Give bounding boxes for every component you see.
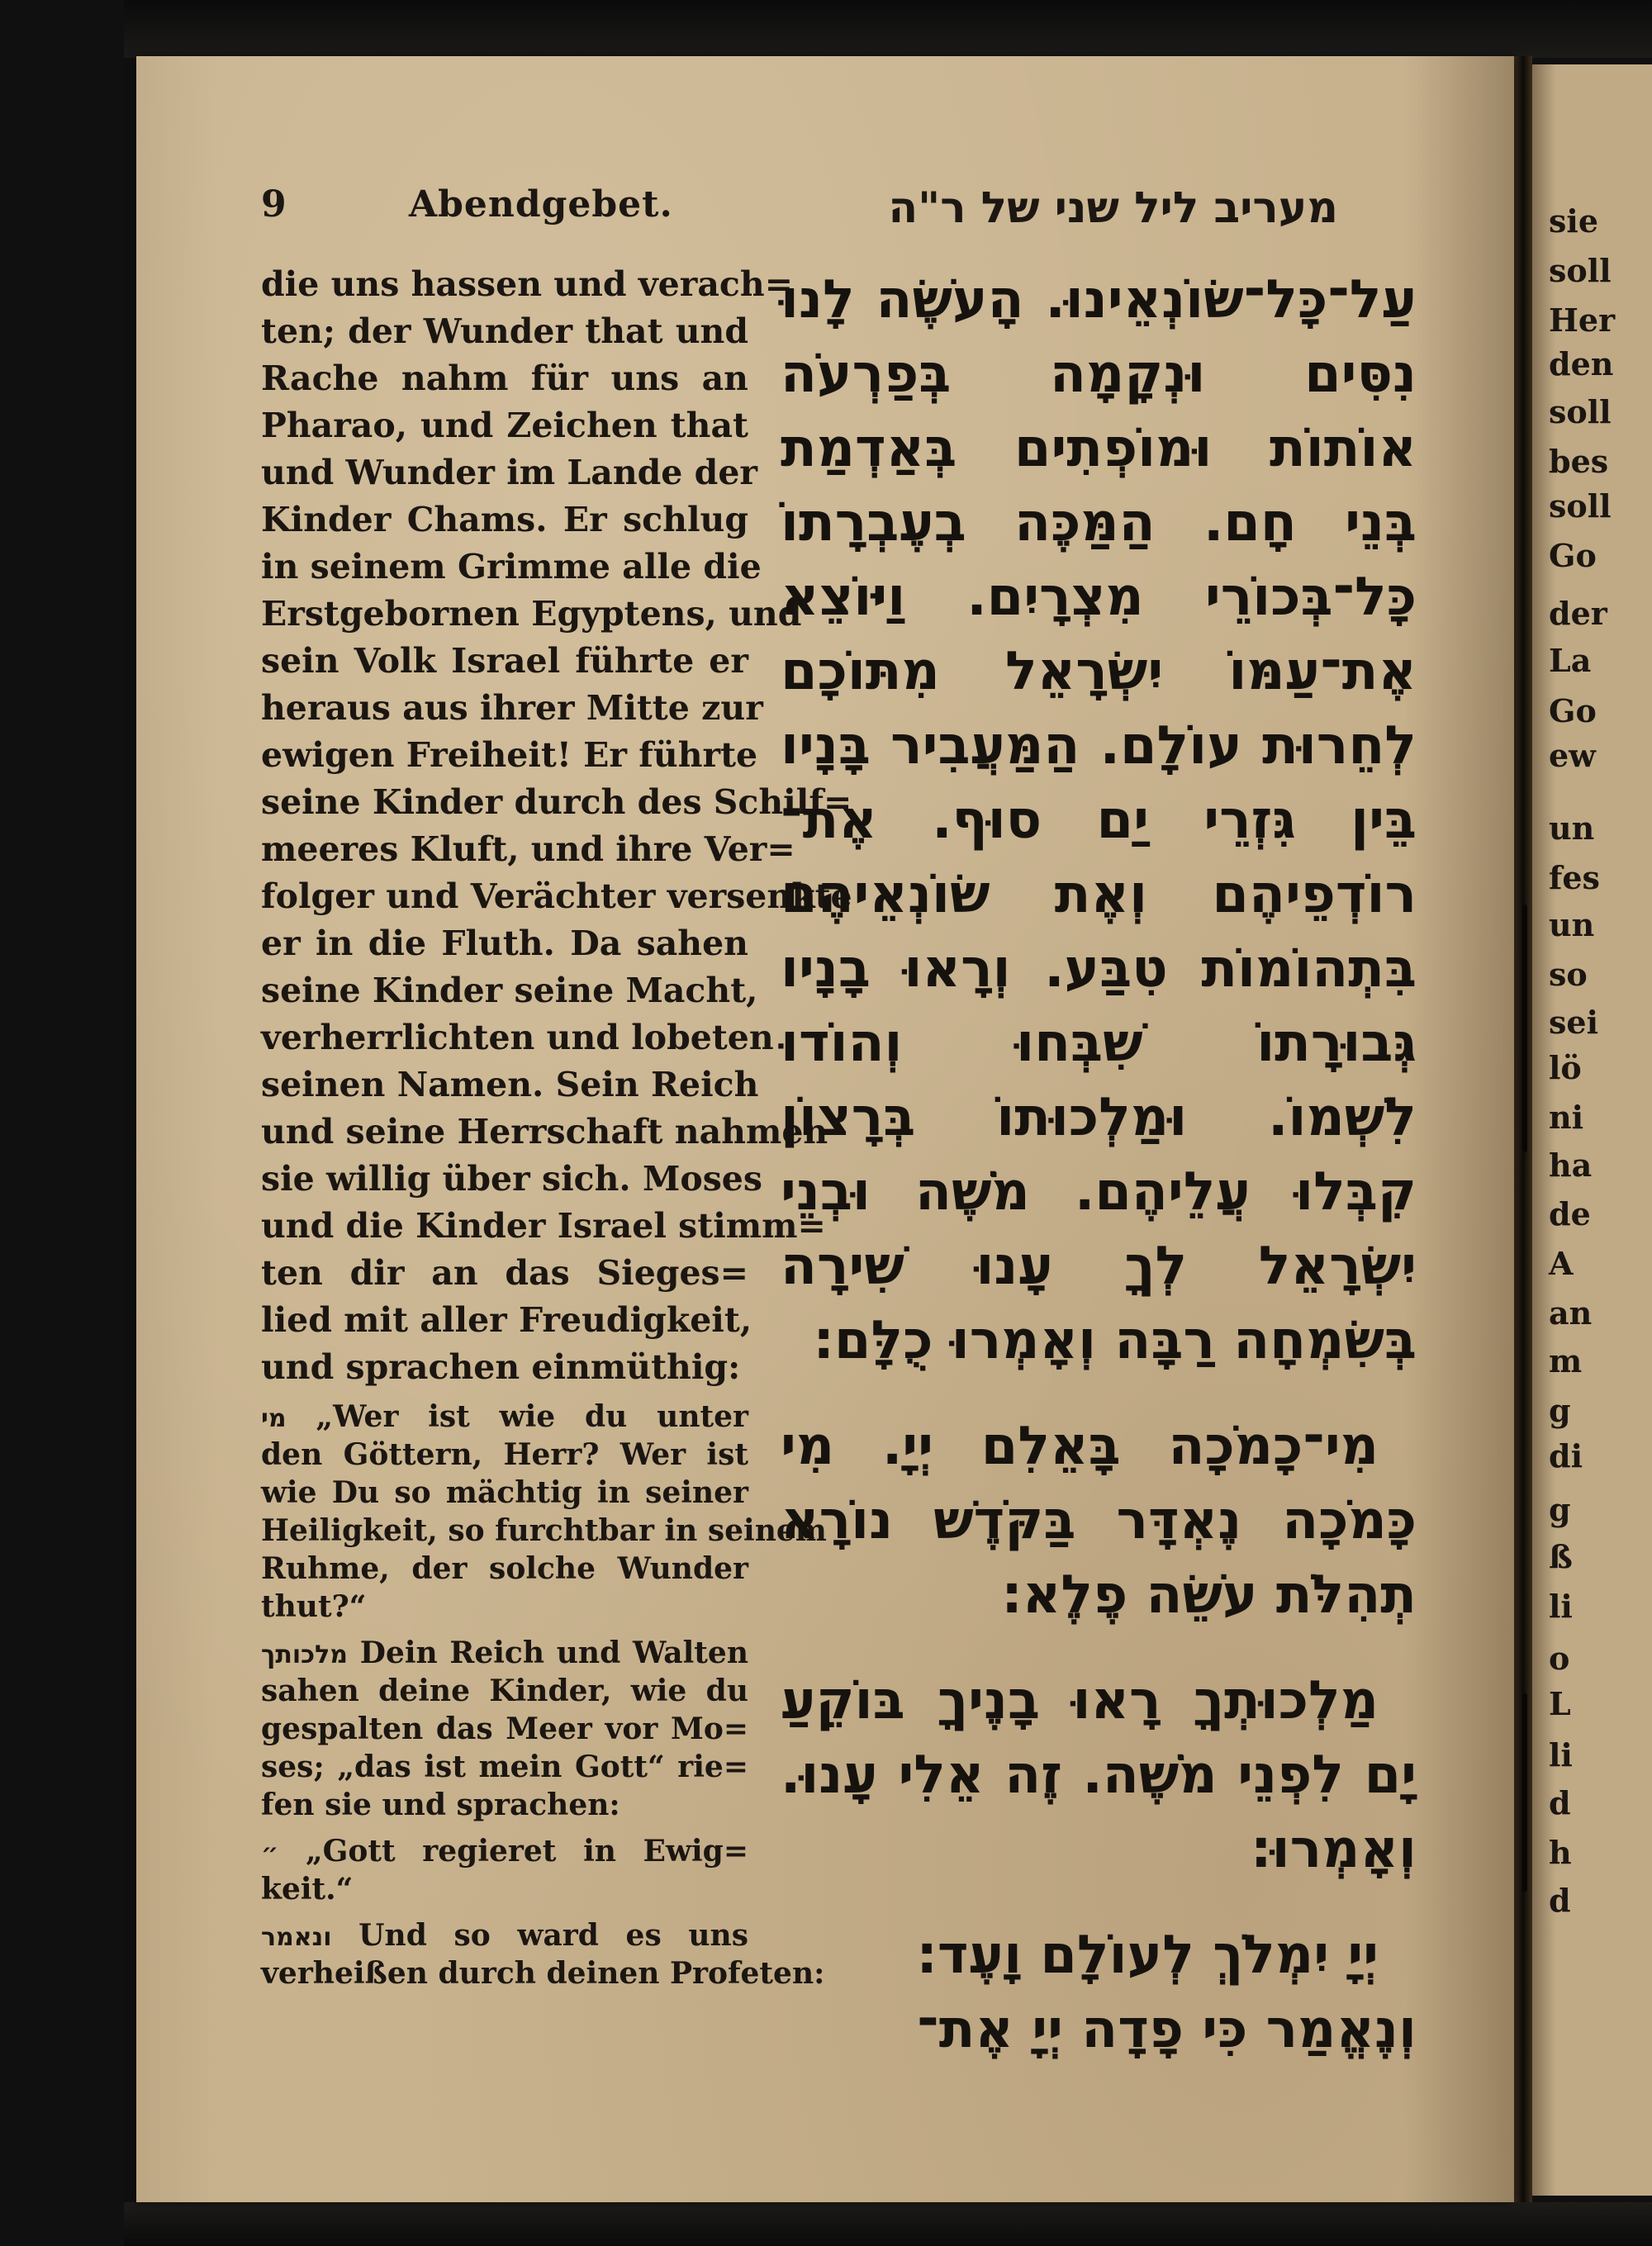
hebrew-line: רוֹדְפֵיהֶם וְאֶת שׂוֹנְאֵיהֶם (781, 864, 1417, 925)
page-number: 9 (261, 183, 287, 226)
next-page-text-fragment: La (1549, 642, 1592, 679)
hebrew-line: כָּל־בְּכוֹרֵי מִצְרָיִם. וַיּוֹצֵא (781, 567, 1417, 628)
hebrew-line: קִבְּלוּ עֲלֵיהֶם. מֹשֶׁה וּבְנֵי (781, 1161, 1417, 1223)
next-page-text-fragment: ha (1549, 1147, 1593, 1184)
gutter-shadow-mark (1522, 905, 1527, 1152)
text-line: sie willig über sich. Moses (261, 1159, 762, 1199)
next-page-text-fragment: A (1549, 1245, 1574, 1282)
hebrew-line: וְנֶאֱמַר כִּי פָדָה יְיָ אֶת־ (917, 1999, 1417, 2060)
next-page-text-fragment: li (1549, 1736, 1573, 1774)
line-text: Dein Reich und Walten (359, 1636, 748, 1670)
hebrew-line: מִי־כָמֹכָה בָּאֵלִם יְיָ. מִי (781, 1416, 1379, 1477)
german-hashem-yimloch (261, 1832, 748, 1908)
text-line: Erstgebornen Egyptens, und (261, 594, 802, 634)
next-page-text-fragment: der (1549, 595, 1607, 632)
book-edge-bottom (124, 2202, 1652, 2246)
next-page-text-fragment: un (1549, 810, 1595, 847)
text-line: und Wunder im Lande der (261, 453, 758, 492)
next-page-text-fragment: fes (1549, 859, 1600, 896)
hebrew-line: אוֹתוֹת וּמוֹפְתִים בְּאַדְמַת (781, 418, 1417, 479)
hebrew-line: כָּמֹכָה נֶאְדָּר בַּקֹּדֶשׁ נוֹרָא (781, 1490, 1417, 1551)
hebrew-block-vneemar (781, 1992, 1417, 2067)
hebrew-block-malchutcha (781, 1664, 1417, 1887)
hebrew-incipit-marker: ונאמר (261, 1923, 332, 1952)
next-page-text-fragment: de (1549, 1195, 1591, 1232)
text-line: gespalten das Meer vor Mo= (261, 1712, 748, 1746)
next-page-text-fragment: so (1549, 956, 1588, 993)
hebrew-line: בְּשִׂמְחָה רַבָּה וְאָמְרוּ כֻלָּם: (813, 1310, 1417, 1371)
text-line: Rache nahm für uns an (261, 359, 748, 398)
hebrew-line: יָם לִפְנֵי מֹשֶׁה. זֶה אֵלִי עָנוּ. (781, 1745, 1417, 1806)
text-line: und die Kinder Israel stimm= (261, 1206, 826, 1246)
text-line: ewigen Freiheit! Er führte (261, 735, 758, 775)
next-page-text-fragment: soll (1549, 252, 1612, 289)
text-line (261, 1634, 748, 1672)
text-line: seine Kinder seine Macht, (261, 971, 758, 1010)
next-page-text-fragment: ew (1549, 737, 1596, 774)
gutter-shadow-mark (1522, 1693, 1527, 1892)
text-line: ses; „das ist mein Gott“ rie= (261, 1750, 748, 1784)
next-page-text-fragment: un (1549, 906, 1595, 943)
next-page-text-fragment: sei (1549, 1004, 1599, 1041)
hebrew-block-mi-chamocha (781, 1409, 1417, 1632)
hebrew-incipit-marker: ״ (261, 1839, 279, 1868)
text-line: sein Volk Israel führte er (261, 641, 748, 681)
next-page-text-fragment: ni (1549, 1099, 1584, 1136)
hebrew-line: נִסִּים וּנְקָמָה בְּפַרְעֹה (781, 344, 1417, 405)
next-page-text-fragment: lö (1549, 1049, 1582, 1086)
german-main-text (261, 261, 852, 1391)
text-line: den Göttern, Herr? Wer ist (261, 1437, 748, 1472)
text-line: verherrlichten und lobeten (261, 1018, 774, 1057)
text-line: Kinder Chams. Er schlug (261, 500, 748, 539)
text-line: er in die Fluth. Da sahen (261, 924, 748, 963)
next-page-text-fragment: sie (1549, 202, 1599, 240)
text-line (261, 1398, 748, 1436)
hebrew-block (781, 263, 1417, 1378)
hebrew-line: מַלְכוּתְךָ רָאוּ בָנֶיךָ בּוֹקֵעַ (781, 1670, 1379, 1731)
next-page-text-fragment: g (1549, 1392, 1571, 1429)
next-page-text-fragment: an (1549, 1294, 1593, 1332)
next-page-text-fragment: Go (1549, 692, 1597, 729)
next-page-text-fragment: h (1549, 1834, 1572, 1871)
hebrew-line: לְחֵרוּת עוֹלָם. הַמַּעֲבִיר בָּנָיו (781, 715, 1417, 776)
next-page-text-fragment: li (1549, 1588, 1573, 1625)
text-line: heraus aus ihrer Mitte zur (261, 688, 763, 728)
text-line: in seinem Grimme alle die (261, 547, 762, 586)
hebrew-line: יִשְׂרָאֵל לְךָ עָנוּ שִׁירָה (781, 1236, 1417, 1297)
hebrew-incipit-marker: מלכותך (261, 1641, 348, 1669)
text-line: seine Kinder durch des Schilf= (261, 782, 852, 822)
text-line: folger und Verächter versenkte (261, 876, 852, 916)
hebrew-line: יְיָ יִמְלֹךְ לְעוֹלָם וָעֶד: (916, 1925, 1379, 1986)
hebrew-block-hashem-yimloch (781, 1918, 1417, 1992)
text-line: Pharao, und Zeichen that (261, 406, 748, 445)
german-column (261, 261, 852, 1992)
next-page-text-fragment: soll (1549, 487, 1612, 525)
hebrew-line: תְהִלֹּת עֹשֵׂה פֶלֶא: (1001, 1565, 1417, 1626)
text-line: verheißen durch deinen Profeten: (261, 1956, 825, 1991)
next-page-text-fragment: soll (1549, 393, 1612, 430)
text-line: keit.“ (261, 1872, 354, 1906)
text-line: wie Du so mächtig in seiner (261, 1475, 748, 1510)
text-line: und seine Herrschaft nahmen (261, 1112, 828, 1151)
text-line: die uns hassen und verach= (261, 264, 794, 304)
next-page-text-fragment: L (1549, 1685, 1571, 1722)
german-mi-chamocha (261, 1398, 827, 1626)
hebrew-line: עַל־כָּל־שׂוֹנְאֵינוּ. הָעֹשֶׂה לָנוּ (781, 269, 1417, 330)
line-text: „Wer ist wie du unter (316, 1399, 748, 1434)
next-page-text-fragment: di (1549, 1437, 1583, 1474)
text-line: sahen deine Kinder, wie du (261, 1674, 748, 1708)
text-line: seinen Namen. Sein Reich (261, 1065, 759, 1104)
next-page-text-fragment: Her (1549, 302, 1616, 339)
text-line: ten; der Wunder that und (261, 311, 748, 351)
book-edge-top (124, 0, 1652, 58)
hebrew-line: בִּתְהוֹמוֹת טִבַּע. וְרָאוּ בָנָיו (781, 938, 1417, 1000)
text-line (261, 1832, 748, 1870)
text-line: meeres Kluft, und ihre Ver= (261, 829, 795, 869)
running-head-german: Abendgebet. (409, 183, 673, 226)
text-line: Heiligkeit, so furchtbar in seinem (261, 1513, 827, 1548)
next-page-edge (1532, 64, 1652, 2196)
next-page-text-fragment: d (1549, 1882, 1571, 1919)
hebrew-column (781, 263, 1417, 2067)
text-line: fen sie und sprachen: (261, 1788, 620, 1822)
hebrew-line: בֵּין גִּזְרֵי יַם סוּף. אֶת־ (781, 790, 1417, 851)
hebrew-line: אֶת־עַמּוֹ יִשְׂרָאֵל מִתּוֹכָם (781, 641, 1417, 702)
line-text: Und so ward es uns (358, 1918, 748, 1953)
german-malchutcha (261, 1634, 748, 1824)
next-page-text-fragment: d (1549, 1784, 1571, 1821)
next-page-text-fragment: g (1549, 1491, 1571, 1528)
next-page-text-fragment: bes (1549, 443, 1609, 480)
text-line: und sprachen einmüthig: (261, 1347, 741, 1387)
next-page-text-fragment: Go (1549, 537, 1597, 574)
text-line: lied mit aller Freudigkeit, (261, 1300, 752, 1340)
text-line: Ruhme, der solche Wunder (261, 1551, 748, 1586)
next-page-text-fragment: ß (1549, 1538, 1573, 1575)
german-vneemar (261, 1916, 825, 1992)
text-line: thut?“ (261, 1589, 367, 1624)
hebrew-incipit-marker: מי (261, 1404, 287, 1433)
text-line: ten dir an das Sieges= (261, 1253, 748, 1293)
hebrew-line: לִשְׁמוֹ. וּמַלְכוּתוֹ בְּרָצוֹן (781, 1087, 1417, 1148)
hebrew-line: וְאָמְרוּ: (1251, 1819, 1417, 1880)
next-page-text-fragment: m (1549, 1342, 1583, 1379)
text-line (261, 1916, 748, 1954)
hebrew-line: בְּנֵי חָם. הַמַּכֶּה בְעֶבְרָתוֹ (781, 492, 1417, 553)
running-head-hebrew: מעריב ליל שני של ר"ה (888, 183, 1338, 233)
line-text: „Gott regieret in Ewig= (305, 1834, 748, 1869)
next-page-text-fragment: den (1549, 345, 1614, 382)
next-page-text-fragment: o (1549, 1640, 1570, 1677)
hebrew-line: גְּבוּרָתוֹ שִׁבְּחוּ וְהוֹדוּ (781, 1013, 1417, 1074)
